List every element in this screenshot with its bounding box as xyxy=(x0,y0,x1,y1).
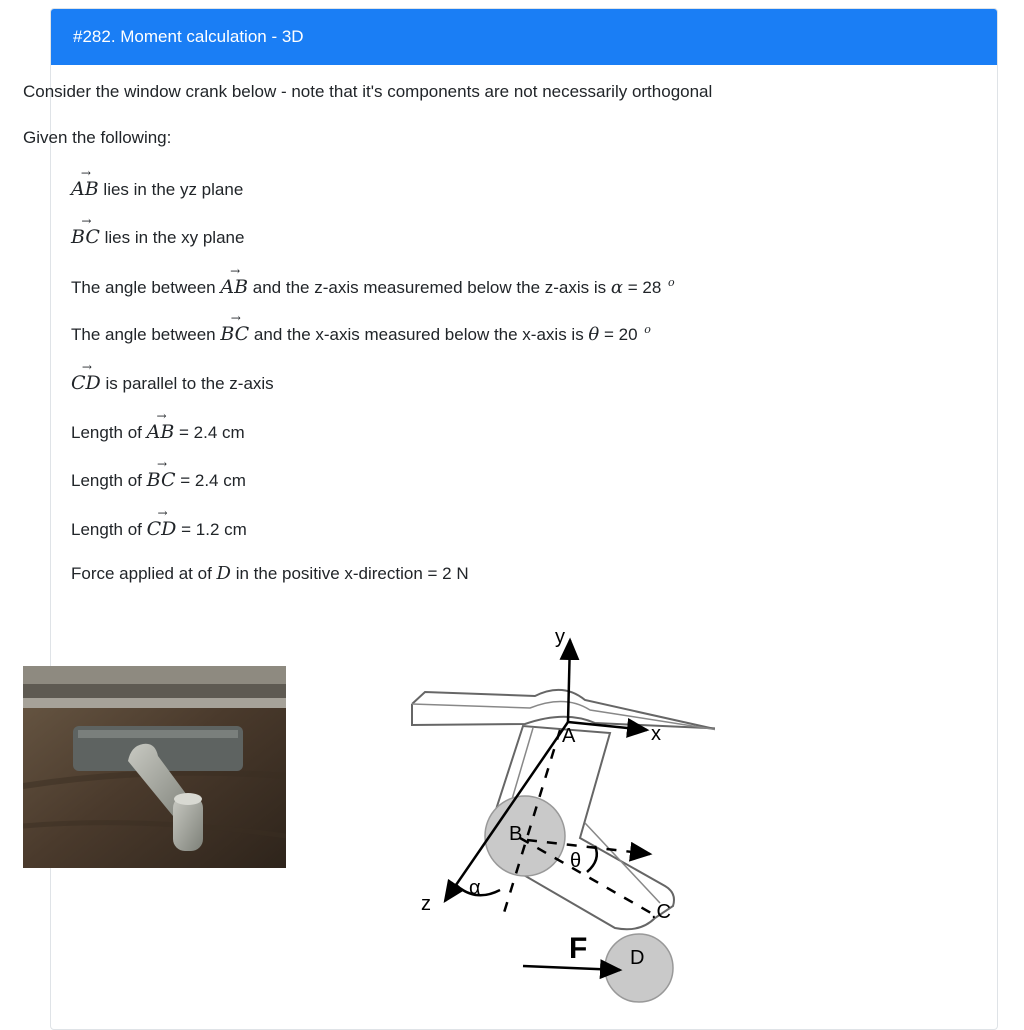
point-a-label: A xyxy=(562,725,576,747)
x-axis-label: x xyxy=(651,723,661,745)
joint-b xyxy=(485,796,565,876)
given-item-2: → BC lies in the xy plane xyxy=(71,226,244,248)
theta-symbol: θ xyxy=(588,324,600,345)
problem-title: #282. Moment calculation - 3D xyxy=(73,27,304,46)
crank-diagram xyxy=(355,618,715,1008)
vector-cd: → CD xyxy=(71,372,101,394)
given-item-4: The angle between → BC and the x-axis measured below the x-axis is θ = 20 $^o$ xyxy=(71,323,651,345)
point-d-label: D xyxy=(630,947,645,969)
y-axis-arrow xyxy=(568,640,570,722)
given-item-6: Length of → AB = 2.4 cm xyxy=(71,421,245,443)
theta-label: θ xyxy=(570,850,582,872)
vector-bc: → BC xyxy=(147,469,176,491)
given-item-3: The angle between → AB and the z-axis measuremed below the z-axis is α = 28 $^o$ xyxy=(71,276,675,298)
vector-ab: → AB xyxy=(220,276,248,298)
degree-mark: o xyxy=(668,276,675,290)
vector-bc: → BC xyxy=(71,226,100,248)
vector-ab: → AB xyxy=(147,421,175,443)
y-axis-label: y xyxy=(555,626,565,648)
given-item-9: Force applied at of D in the positive x-direction = 2 N xyxy=(71,563,469,584)
card-header xyxy=(51,9,997,65)
z-axis-label: z xyxy=(421,893,431,915)
given-item-7: Length of → BC = 2.4 cm xyxy=(71,469,246,491)
given-item-1: → AB lies in the yz plane xyxy=(71,178,243,200)
point-b-label: B xyxy=(509,823,523,845)
alpha-label: α xyxy=(469,877,481,899)
force-label: F xyxy=(569,932,588,965)
degree-mark: o xyxy=(644,323,651,337)
window-crank-photo xyxy=(23,666,286,868)
vector-bc: → BC xyxy=(220,323,249,345)
given-item-5: → CD is parallel to the z-axis xyxy=(71,372,274,394)
given-item-8: Length of → CD = 1.2 cm xyxy=(71,518,247,540)
point-c-label: .C xyxy=(651,901,671,923)
vector-cd: → CD xyxy=(147,518,177,540)
vector-ab: → AB xyxy=(71,178,99,200)
given-label: Given the following: xyxy=(23,128,172,147)
point-d-symbol: D xyxy=(216,563,231,584)
alpha-symbol: α xyxy=(610,277,624,298)
intro-text: Consider the window crank below - note that it's components are not necessarily orthogonal xyxy=(23,82,713,101)
